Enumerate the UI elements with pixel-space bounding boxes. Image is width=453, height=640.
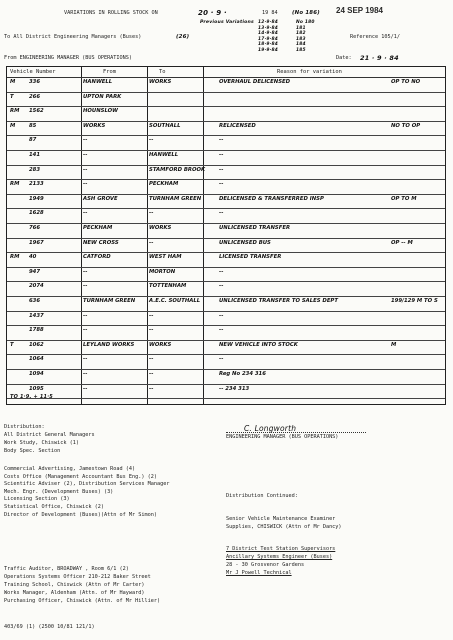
- distribution-entry: Purchasing Officer, Chiswick (Attn. of Mr Hillier): [4, 598, 161, 604]
- variation-reason: DELICENSED & TRANSFERRED INSP: [219, 195, 324, 202]
- distribution-heading: Distribution:: [4, 424, 45, 430]
- from-garage: LEYLAND WORKS: [83, 341, 135, 348]
- vehicle-number: 85: [29, 122, 37, 129]
- to-garage: --: [149, 371, 154, 377]
- status-code: OP -- M: [391, 239, 413, 246]
- vehicle-number: 1628: [29, 210, 44, 217]
- distribution-entry: Body Spec. Section: [4, 448, 61, 454]
- table-row: [7, 385, 445, 399]
- table-row: [7, 151, 445, 165]
- to-garage: STAMFORD BROOK: [149, 166, 206, 173]
- table-row: [7, 341, 445, 355]
- margin-number: 182: [296, 31, 306, 37]
- to-garage: MORTON: [149, 268, 176, 275]
- from-garage: --: [83, 312, 88, 319]
- vehicle-prefix: T: [10, 341, 14, 348]
- table-row: [7, 209, 445, 223]
- margin-date: 17·9·84: [258, 36, 279, 42]
- vehicle-number: 1094: [29, 371, 44, 377]
- col-to: To: [159, 69, 166, 75]
- table-row: [7, 268, 445, 282]
- distribution-entry: Mr J Powell Technical: [226, 570, 292, 576]
- distribution-entry: Work Study, Chiswick (1): [4, 440, 79, 446]
- vehicle-number: 336: [29, 79, 41, 85]
- to-garage: --: [149, 210, 154, 217]
- vehicle-prefix: M: [10, 79, 16, 85]
- distribution-entry: Licensing Section (3): [4, 496, 70, 503]
- vehicle-prefix: RM: [10, 108, 20, 115]
- distribution-entry: Supplies, CHISWICK (Attn of Mr Dancy): [226, 524, 342, 530]
- vehicle-number: 266: [29, 93, 41, 100]
- date-label: Date:: [336, 55, 352, 61]
- from-garage: --: [83, 137, 88, 144]
- footer-note: TO 1·9. + 11·5: [10, 394, 53, 400]
- distribution-entry: 7 District Test Station Supervisors: [226, 546, 336, 552]
- table-row: [7, 312, 445, 326]
- distribution-entry: Costs Office (Management Accountant Bus Eng.) (2): [4, 473, 158, 480]
- vehicle-number: 1062: [29, 341, 44, 348]
- variation-reason: --: [219, 181, 224, 188]
- from-garage: ASH GROVE: [83, 195, 118, 202]
- to-number: (26): [176, 34, 190, 40]
- variation-reason: --: [219, 137, 224, 144]
- to-line: To All District Engineering Managers (Buses): [4, 34, 142, 40]
- variation-reason: UNLICENSED TRANSFER: [219, 225, 291, 231]
- vehicle-prefix: M: [10, 122, 16, 129]
- variation-reason: --: [219, 152, 224, 158]
- variations-table: [6, 66, 446, 405]
- table-row: [7, 224, 445, 238]
- vehicle-number: 1095: [29, 385, 44, 392]
- col-vehicle-number: Vehicle Number: [10, 69, 56, 75]
- vehicle-number: 766: [29, 225, 41, 231]
- variation-reason: --: [219, 166, 224, 173]
- variation-reason: --: [219, 268, 224, 275]
- vehicle-prefix: RM: [10, 181, 20, 188]
- variation-reason: --: [219, 356, 224, 363]
- to-garage: TURNHAM GREEN: [149, 195, 202, 202]
- from-garage: --: [83, 152, 88, 158]
- vehicle-number: 1967: [29, 239, 44, 246]
- distribution-entry: Scientific Adviser (2), Distribution Services Manager: [4, 481, 170, 488]
- table-row: [7, 78, 445, 92]
- to-garage: --: [149, 385, 154, 392]
- margin-number: No 180: [296, 20, 315, 25]
- distribution-entry: Traffic Auditor, BROADWAY , Room 6/1 (2): [4, 566, 129, 572]
- from-garage: --: [83, 385, 88, 392]
- col-from: From: [103, 69, 116, 75]
- margin-date: 14·9·84: [258, 31, 279, 37]
- variation-reason: UNLICENSED BUS: [219, 239, 271, 246]
- vehicle-number: 87: [29, 137, 37, 144]
- from-garage: --: [83, 181, 88, 188]
- from-garage: HOUNSLOW: [83, 108, 119, 115]
- from-garage: PECKHAM: [83, 225, 113, 231]
- distribution-entry: Director of Development (Buses)(Attn of Mr Simon): [4, 511, 158, 518]
- table-row: [7, 326, 445, 340]
- vehicle-number: 1788: [29, 327, 44, 334]
- status-code: OP TO M: [391, 195, 417, 202]
- to-garage: WORKS: [149, 79, 172, 85]
- status-code: OP TO NO: [391, 79, 421, 85]
- from-garage: --: [83, 371, 88, 377]
- title-prefix: VARIATIONS IN ROLLING STOCK ON: [64, 10, 158, 16]
- distribution-entry: Mech. Engr. (Development Buses) (3): [4, 488, 114, 495]
- table-row: [7, 107, 445, 121]
- table-row: [7, 136, 445, 150]
- margin-date: 18·9·84: [258, 42, 279, 48]
- vehicle-number: 1949: [29, 195, 44, 202]
- table-row: [7, 195, 445, 209]
- variation-reason: --: [219, 327, 224, 334]
- distribution-entry: Senior Vehicle Maintenance Examiner: [226, 516, 336, 522]
- vehicle-prefix: RM: [10, 254, 20, 261]
- to-garage: --: [149, 137, 154, 144]
- from-garage: UPTON PARK: [83, 93, 122, 100]
- variation-reason: --: [219, 312, 224, 319]
- variation-reason: --: [219, 283, 224, 290]
- vehicle-prefix: T: [10, 93, 14, 100]
- from-garage: CATFORD: [83, 254, 111, 261]
- table-row: [7, 239, 445, 253]
- col-reason: Reason for variation: [277, 69, 342, 75]
- to-garage: --: [149, 327, 154, 334]
- signature-scrawl: C. Longworth: [244, 424, 297, 433]
- distribution-entry: Commercial Advertising, Jamestown Road (4): [4, 466, 136, 472]
- margin-number: 183: [296, 36, 306, 42]
- to-garage: A.E.C. SOUTHALL: [149, 298, 201, 304]
- vehicle-number: 40: [29, 254, 37, 261]
- signature-label: ENGINEERING MANAGER (BUS OPERATIONS): [226, 434, 339, 440]
- from-garage: WORKS: [83, 122, 106, 129]
- margin-date: 19·9·84: [258, 48, 279, 53]
- table-row: [7, 166, 445, 180]
- margin-date: 12·9·84: [258, 20, 279, 25]
- from-garage: --: [83, 283, 88, 290]
- vehicle-number: 283: [29, 166, 41, 173]
- distribution-entry: 28 - 30 Grosvenor Gardens: [226, 562, 305, 568]
- variation-reason: UNLICENSED TRANSFER TO SALES DEPT: [219, 298, 338, 304]
- vehicle-number: 1562: [29, 108, 44, 115]
- margin-number: 185: [296, 48, 306, 53]
- title-year: 19 84: [262, 10, 278, 16]
- table-row: [7, 253, 445, 267]
- table-row: [7, 180, 445, 194]
- variation-reason: RELICENSED: [219, 122, 256, 129]
- distribution-entry: Statistical Office, Chiswick (2): [4, 504, 104, 510]
- distribution-entry: Ancillary Systems Engineer (Buses): [226, 554, 333, 560]
- margin-note: Previous Variations: [200, 20, 254, 25]
- vehicle-number: 947: [29, 268, 41, 275]
- to-garage: WORKS: [149, 341, 172, 348]
- form-reference: 403/69 (1) (2500 10/81 121/1): [4, 624, 95, 630]
- from-garage: --: [83, 268, 88, 275]
- variation-reason: --: [219, 210, 224, 217]
- margin-number: 181: [296, 25, 306, 31]
- table-row: [7, 355, 445, 369]
- from-line: From ENGINEERING MANAGER (BUS OPERATIONS): [4, 55, 133, 61]
- table-row: [7, 297, 445, 311]
- distribution-entry: Works Manager, Aldenham (Attn. of Mr Hayward): [4, 590, 145, 596]
- vehicle-number: 141: [29, 152, 41, 158]
- distribution-entry: Operations Systems Officer 210-212 Baker Street: [4, 574, 151, 580]
- from-garage: NEW CROSS: [83, 239, 119, 246]
- status-code: M: [391, 341, 397, 348]
- variation-reason: -- 234 313: [219, 385, 250, 392]
- variation-reason: Reg No 234 316: [219, 371, 266, 377]
- vehicle-number: 636: [29, 298, 41, 304]
- vehicle-number: 1064: [29, 356, 44, 363]
- from-garage: TURNHAM GREEN: [83, 298, 136, 304]
- vehicle-number: 2074: [29, 283, 44, 290]
- from-garage: HANWELL: [83, 79, 113, 85]
- date-value: 21 · 9 · 84: [360, 54, 399, 62]
- from-garage: --: [83, 166, 88, 173]
- distribution-continued: Distribution Continued:: [226, 493, 298, 499]
- variation-reason: NEW VEHICLE INTO STOCK: [219, 341, 298, 348]
- table-row: [7, 282, 445, 296]
- reference-label: Reference 105/1/: [350, 34, 400, 40]
- to-garage: PECKHAM: [149, 181, 179, 188]
- from-garage: --: [83, 327, 88, 334]
- to-garage: --: [149, 312, 154, 319]
- to-garage: HANWELL: [149, 152, 179, 158]
- status-code: 199/129 M TO S: [391, 298, 438, 304]
- to-garage: --: [149, 239, 154, 246]
- table-row: [7, 122, 445, 136]
- from-garage: --: [83, 356, 88, 363]
- title-date: 20 · 9 ·: [198, 9, 227, 17]
- status-code: NO TO OP: [391, 122, 421, 129]
- distribution-entry: Training School, Chiswick (Attn of Mr Carter): [4, 582, 145, 588]
- margin-date: 13·9·84: [258, 25, 279, 31]
- from-garage: --: [83, 210, 88, 217]
- to-garage: TOTTENHAM: [149, 283, 187, 290]
- variation-reason: OVERHAUL DELICENSED: [219, 79, 291, 85]
- to-garage: WEST HAM: [149, 254, 182, 261]
- vehicle-number: 2133: [29, 181, 44, 188]
- received-stamp: 24 SEP 1984: [336, 6, 384, 15]
- to-garage: SOUTHALL: [149, 122, 181, 129]
- variation-reason: LICENSED TRANSFER: [219, 254, 282, 261]
- distribution-entry: All District General Managers: [4, 432, 95, 438]
- table-row: [7, 370, 445, 384]
- vehicle-number: 1437: [29, 312, 44, 319]
- table-row: [7, 93, 445, 107]
- title-number: (No 186): [292, 10, 320, 16]
- margin-number: 184: [296, 42, 306, 48]
- to-garage: WORKS: [149, 225, 172, 231]
- to-garage: --: [149, 356, 154, 363]
